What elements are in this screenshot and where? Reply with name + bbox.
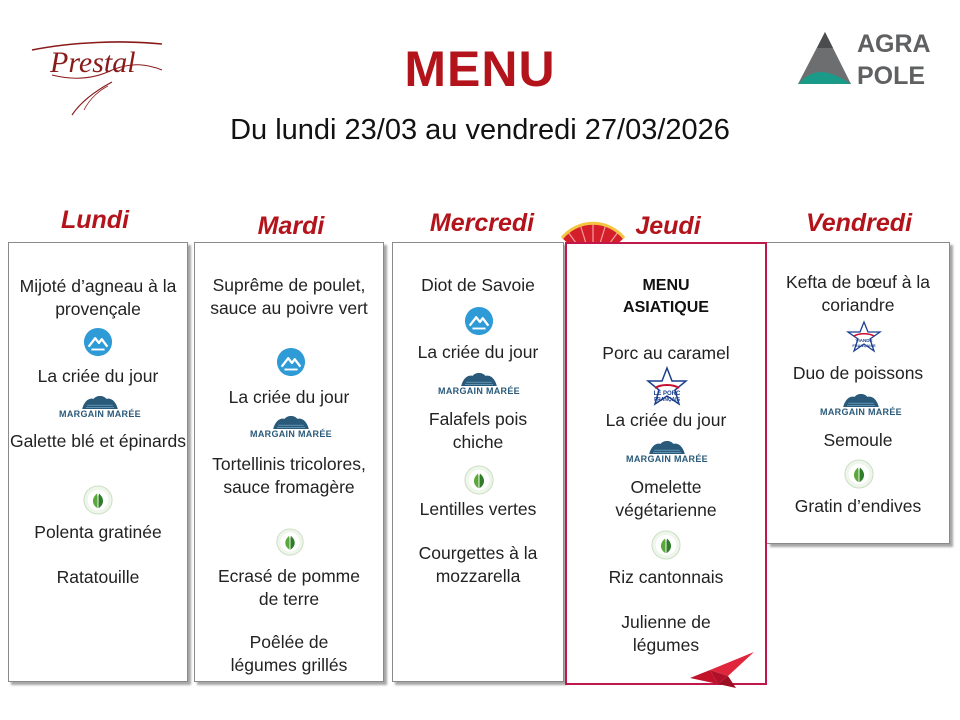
svg-text:MARGAIN MARÉE: MARGAIN MARÉE: [250, 429, 332, 439]
page-title: MENU: [404, 41, 556, 97]
day-label-mardi: Mardi: [257, 212, 325, 240]
margain-maree-icon: [438, 372, 520, 396]
vegetarian-icon: [83, 485, 113, 515]
dish-2: La criée du jour: [605, 410, 727, 430]
savoie-label-icon: [276, 347, 306, 377]
day-column-lundi: [8, 242, 188, 682]
vegetarian-icon: [464, 465, 494, 495]
dish-5: Ratatouille: [56, 567, 140, 587]
margain-maree-icon: [59, 395, 141, 419]
dish-5: Poêlée de légumes grillés: [230, 632, 348, 675]
dish-1: Mijoté d’agneau à la provençale: [19, 276, 177, 319]
dish-3: Tortellinis tricolores, sauce fromagère: [212, 454, 366, 497]
svg-text:FRANÇAISE: FRANÇAISE: [852, 343, 876, 348]
day-label-vendredi: Vendredi: [805, 209, 913, 237]
dish-1: Porc au caramel: [602, 343, 730, 363]
dish-1: Kefta de bœuf à la coriandre: [786, 272, 930, 315]
porc-francais-icon: [643, 366, 691, 410]
dish-1: Diot de Savoie: [421, 275, 535, 295]
agrapole-logo-line1: AGRA: [857, 30, 931, 58]
savoie-label-icon: [83, 327, 113, 357]
dish-5: Julienne de légumes: [621, 612, 711, 655]
dish-2: Duo de poissons: [792, 363, 924, 383]
dish-2: La criée du jour: [228, 387, 350, 407]
margain-maree-icon: [820, 393, 902, 417]
savoie-label-icon: [464, 306, 494, 336]
dish-5: Courgettes à la mozzarella: [418, 543, 538, 586]
dish-4: Polenta gratinée: [34, 522, 162, 542]
dish-2: La criée du jour: [37, 366, 159, 386]
dish-4: Riz cantonnais: [608, 567, 724, 587]
day-label-mercredi: Mercredi: [429, 209, 535, 237]
day-label-jeudi: Jeudi: [635, 212, 701, 240]
svg-text:MARGAIN MARÉE: MARGAIN MARÉE: [820, 407, 902, 417]
vegetarian-icon: [844, 459, 874, 489]
svg-text:LE PORC: LE PORC: [653, 391, 681, 397]
day-column-jeudi: [565, 242, 767, 685]
dish-3: Semoule: [823, 430, 893, 450]
dish-3: Galette blé et épinards: [9, 431, 187, 451]
dish-4: Lentilles vertes: [419, 499, 537, 519]
day-label-lundi: Lundi: [60, 206, 130, 234]
svg-text:MARGAIN MARÉE: MARGAIN MARÉE: [626, 454, 708, 464]
svg-text:MARGAIN MARÉE: MARGAIN MARÉE: [59, 409, 141, 419]
margain-maree-icon: [250, 415, 332, 439]
agrapole-logo-line2: POLE: [857, 62, 926, 90]
vegetarian-icon: [276, 528, 304, 556]
margain-maree-icon: [626, 440, 708, 464]
dish-4: Gratin d’endives: [794, 496, 922, 516]
day-column-vendredi: [767, 242, 950, 544]
prestal-logo-text: Prestal: [50, 46, 136, 79]
vegetarian-icon: [651, 530, 681, 560]
svg-text:MARGAIN MARÉE: MARGAIN MARÉE: [438, 386, 520, 396]
svg-text:FRANÇAIS: FRANÇAIS: [654, 397, 680, 403]
svg-text:VIANDE: VIANDE: [855, 338, 873, 343]
viande-francaise-icon: [844, 321, 884, 355]
day-column-mardi: [194, 242, 384, 682]
dish-2: La criée du jour: [417, 342, 539, 362]
dish-3: Falafels pois chiche: [428, 409, 528, 452]
dish-4: Ecrasé de pomme de terre: [217, 566, 360, 609]
menu-theme-heading: MENU ASIATIQUE: [623, 277, 709, 316]
dish-3: Omelette végétarienne: [615, 477, 717, 520]
day-column-mercredi: [392, 242, 564, 682]
date-range: Du lundi 23/03 au vendredi 27/03/2026: [230, 114, 730, 146]
dish-1: Suprême de poulet, sauce au poivre vert: [210, 275, 368, 318]
origami-crane-icon: [688, 648, 756, 694]
